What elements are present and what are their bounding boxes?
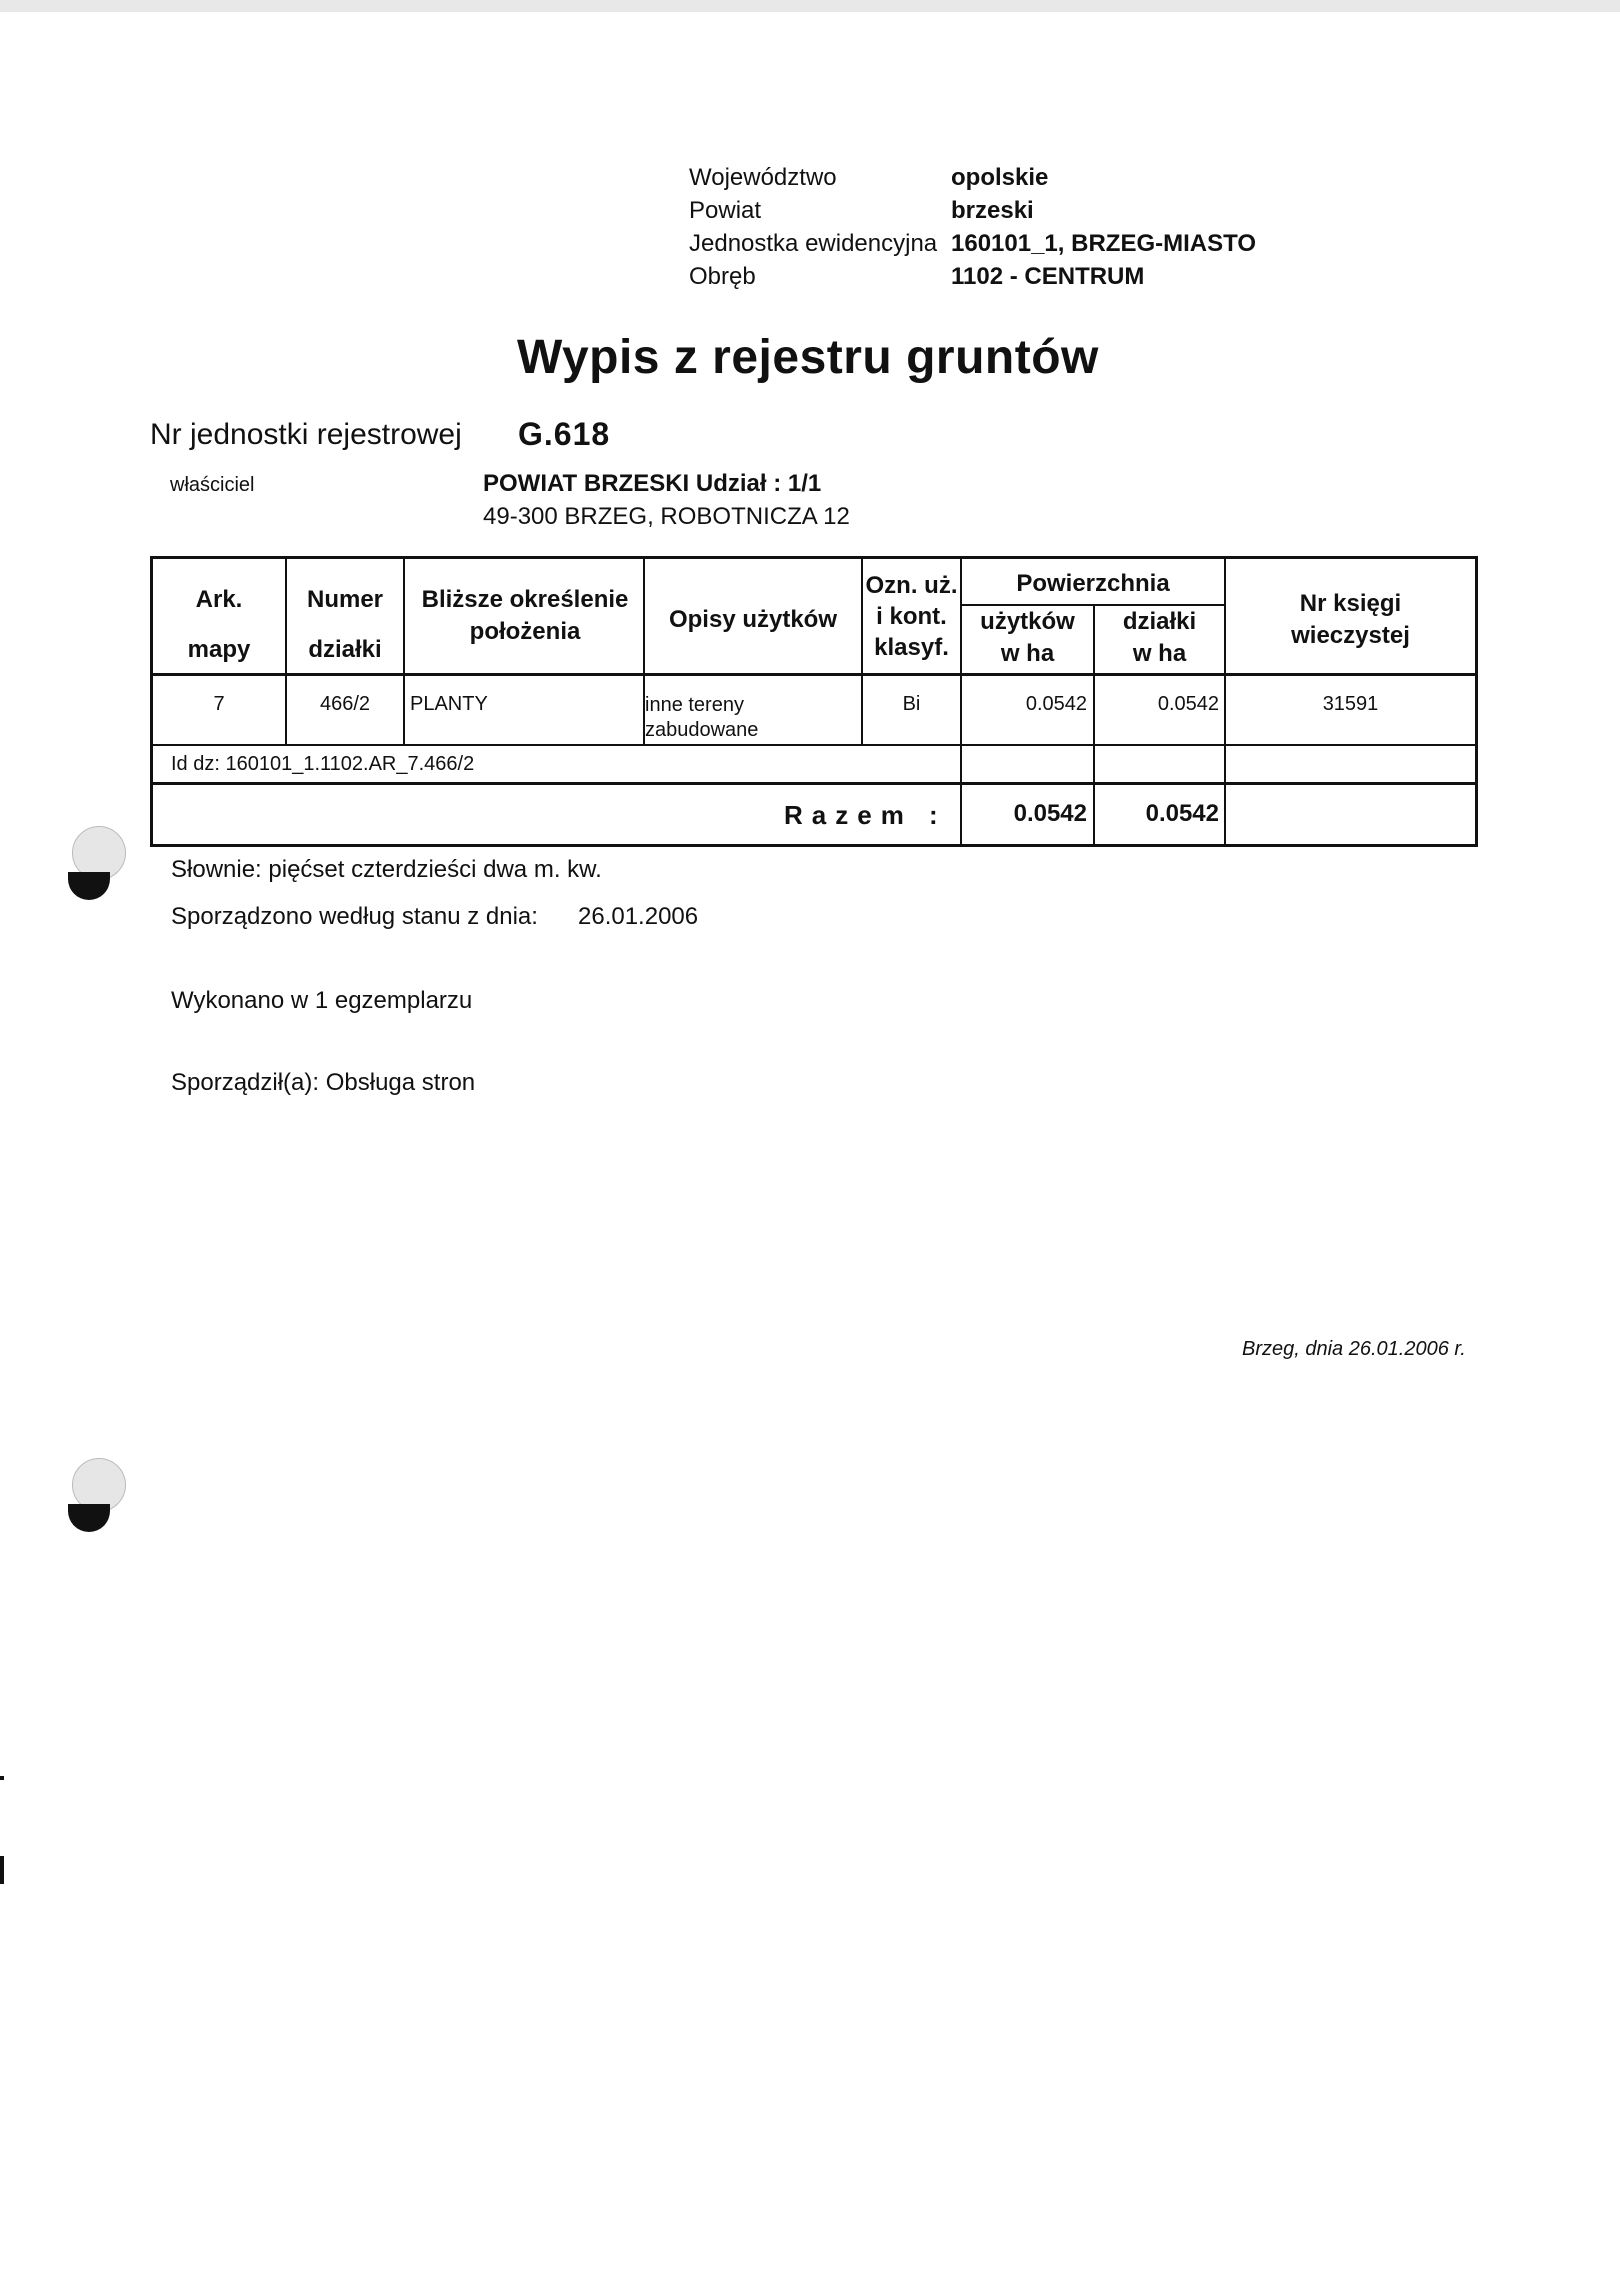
sporzadzono-label: Sporządzono według stanu z dnia: bbox=[171, 903, 538, 930]
table-row-divider bbox=[150, 744, 1478, 746]
row-opisy bbox=[645, 693, 758, 743]
parcel-id: Id dz: 160101_1.1102.AR_7.466/2 bbox=[171, 753, 475, 775]
owner-label: właściciel bbox=[170, 474, 255, 496]
scan-edge-mark bbox=[0, 1776, 4, 1780]
header-ark-line2: mapy bbox=[187, 636, 251, 663]
header-ark bbox=[153, 584, 285, 666]
header-uzytkow bbox=[962, 606, 1093, 670]
header-numer-line2: działki bbox=[308, 636, 382, 663]
col-divider-2 bbox=[403, 556, 405, 744]
registry-unit-value: G.618 bbox=[518, 416, 611, 452]
header-ark-line1: Ark. bbox=[195, 586, 243, 613]
jednostka-value: 160101_1, BRZEG-MIASTO bbox=[951, 230, 1257, 257]
header-ksiega bbox=[1226, 588, 1475, 652]
sporzadzono-date: 26.01.2006 bbox=[578, 903, 699, 930]
header-uzytkow-line1: użytków bbox=[980, 608, 1075, 635]
document-title: Wypis z rejestru gruntów bbox=[517, 331, 1099, 384]
slownie-text: Słownie: pięćset czterdzieści dwa m. kw. bbox=[171, 856, 602, 883]
razem-label: Razem : bbox=[784, 800, 947, 830]
header-opisy: Opisy użytków bbox=[668, 606, 838, 633]
header-uzytkow-line2: w ha bbox=[1000, 640, 1055, 667]
header-blizsze: Bliższe określenie położenia bbox=[421, 586, 629, 645]
table-totals-divider bbox=[150, 782, 1478, 785]
header-ozn-line1: Ozn. uż. bbox=[865, 572, 958, 599]
owner-address: 49-300 BRZEG, ROBOTNICZA 12 bbox=[483, 503, 850, 530]
header-ksiega-line2: wieczystej bbox=[1291, 622, 1410, 649]
obreb-label: Obręb bbox=[689, 263, 756, 290]
row-opisy-line1: inne tereny bbox=[645, 694, 744, 716]
row-ark: 7 bbox=[213, 693, 225, 715]
row-ozn: Bi bbox=[902, 693, 921, 715]
header-ozn-line3: klasyf. bbox=[874, 634, 949, 661]
header-dzialki-line1: działki bbox=[1122, 608, 1197, 635]
punch-hole-bottom-shadow bbox=[68, 1504, 110, 1532]
obreb-value: 1102 - CENTRUM bbox=[951, 263, 1145, 290]
powiat-label: Powiat bbox=[689, 197, 762, 224]
sporzadzil-text: Sporządził(a): Obsługa stron bbox=[171, 1069, 476, 1096]
razem-dzialki: 0.0542 bbox=[1145, 800, 1219, 827]
header-ozn bbox=[863, 570, 960, 663]
header-dzialki-line2: w ha bbox=[1132, 640, 1187, 667]
header-ozn-line2: i kont. bbox=[876, 603, 947, 630]
table-header-divider bbox=[150, 673, 1478, 676]
owner-name: POWIAT BRZESKI Udział : 1/1 bbox=[483, 470, 822, 497]
place-date-signature: Brzeg, dnia 26.01.2006 r. bbox=[1242, 1338, 1466, 1360]
header-dzialki bbox=[1095, 606, 1224, 670]
header-numer bbox=[287, 584, 403, 666]
wojewodztwo-value: opolskie bbox=[951, 164, 1049, 191]
jednostka-label: Jednostka ewidencyjna bbox=[689, 230, 938, 257]
registry-unit-label: Nr jednostki rejestrowej bbox=[150, 418, 462, 451]
row-numer: 466/2 bbox=[319, 693, 371, 715]
scan-edge-mark-2 bbox=[0, 1856, 4, 1884]
wojewodztwo-label: Województwo bbox=[689, 164, 837, 191]
razem-uzytkow: 0.0542 bbox=[1013, 800, 1087, 827]
powiat-value: brzeski bbox=[951, 197, 1034, 224]
punch-hole-top-shadow bbox=[68, 872, 110, 900]
row-opisy-line2: zabudowane bbox=[645, 719, 759, 741]
row-pow-dzialki: 0.0542 bbox=[1157, 693, 1219, 715]
header-numer-line1: Numer bbox=[306, 586, 384, 613]
row-ksiega: 31591 bbox=[1322, 693, 1379, 715]
wykonano-text: Wykonano w 1 egzemplarzu bbox=[171, 987, 473, 1014]
header-powierzchnia: Powierzchnia bbox=[1016, 570, 1170, 597]
row-pow-uzytkow: 0.0542 bbox=[1025, 693, 1087, 715]
scan-top-edge bbox=[0, 0, 1620, 12]
header-ksiega-line1: Nr księgi bbox=[1299, 590, 1402, 617]
row-blizsze: PLANTY bbox=[410, 693, 488, 715]
